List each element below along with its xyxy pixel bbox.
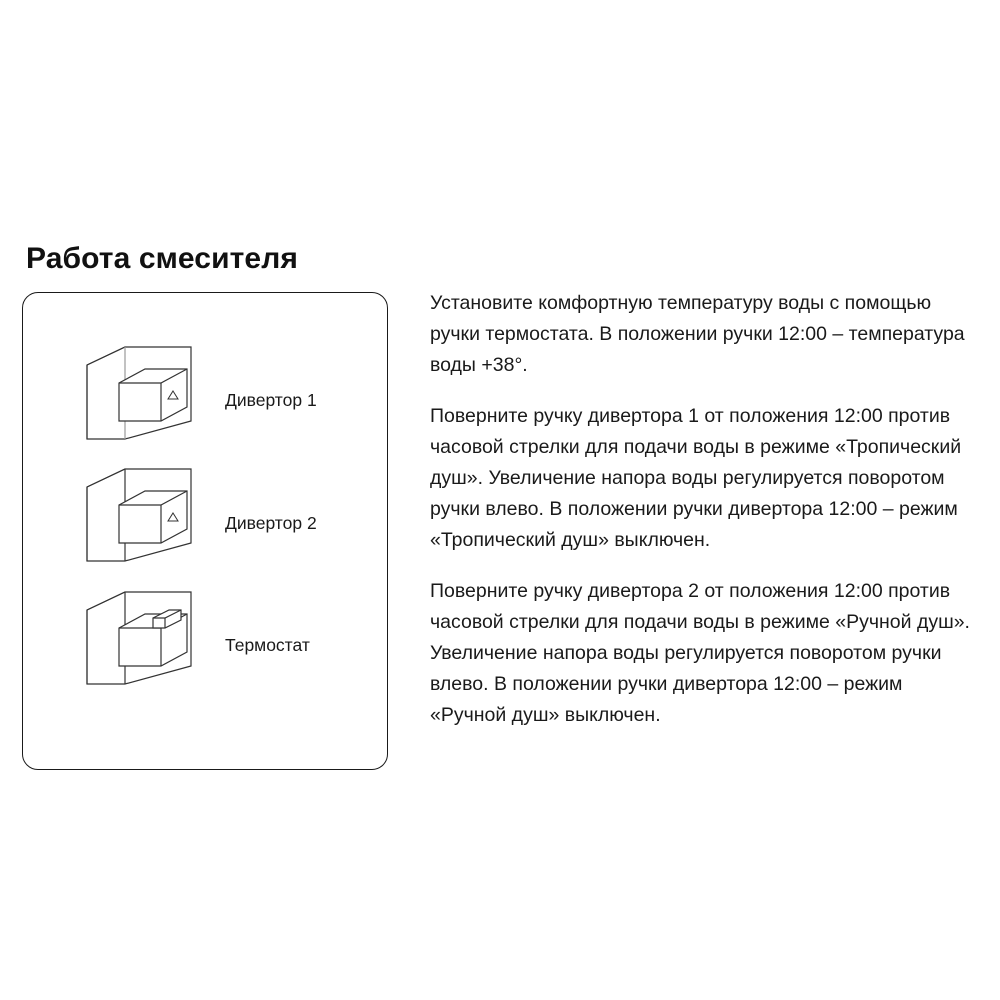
instruction-paragraph-3: Поверните ручку дивертора 2 от положения 12:00 против часовой стрелки для подачи воды в режиме «Ручной душ». Увеличение напора воды регулируется поворотом ручки влево. В положении ручки дивертора 12:00 – режим «Ручной душ» выключен.: [430, 580, 970, 726]
instructions-column: [430, 288, 975, 731]
valve-unit-label-thermostat: Термостат: [225, 635, 310, 655]
valve-unit-label-diverter-2: Дивертор 2: [225, 513, 317, 533]
square-valve-handle-icon: [83, 465, 213, 573]
instruction-paragraph-1: Установите комфортную температуру воды с помощью ручки термостата. В положении ручки 12:00 – температура воды +38°.: [430, 292, 965, 376]
valve-unit-diverter-2: [83, 465, 213, 573]
valve-unit-label-diverter-1: Дивертор 1: [225, 390, 317, 410]
instruction-paragraph-2: Поверните ручку дивертора 1 от положения 12:00 против часовой стрелки для подачи воды в режиме «Тропический душ». Увеличение напора воды регулируется поворотом ручки влево. В положении ручки дивертора 12:00 – режим «Тропический душ» выключен.: [430, 405, 962, 551]
square-thermostat-handle-icon: [83, 588, 213, 696]
square-valve-handle-icon: [83, 343, 213, 451]
valve-unit-diverter-1: [83, 343, 213, 451]
page-title: Работа смесителя: [26, 242, 298, 276]
valve-unit-thermostat: [83, 588, 213, 696]
diagram-panel: [22, 292, 388, 770]
